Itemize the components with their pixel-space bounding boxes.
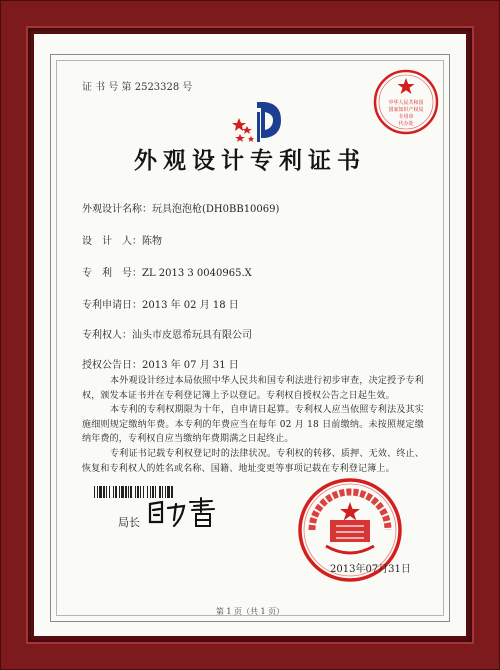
barcode-bar bbox=[97, 486, 98, 498]
field-patent-number bbox=[82, 264, 252, 279]
field-design-name bbox=[82, 200, 279, 215]
barcode-bar bbox=[113, 486, 114, 498]
agency-seal-icon bbox=[372, 68, 440, 136]
barcode-bar bbox=[115, 486, 117, 498]
barcode-bar bbox=[94, 486, 95, 498]
field-grant-date bbox=[82, 356, 239, 371]
barcode-bar bbox=[103, 486, 105, 498]
field-value: 2013 年 02 月 18 日 bbox=[142, 300, 239, 311]
barcode-bar bbox=[128, 486, 129, 498]
barcode-bar bbox=[125, 486, 127, 498]
svg-text:代办处: 代办处 bbox=[398, 121, 414, 127]
field-value: ZL 2013 3 0040965.X bbox=[142, 268, 252, 279]
barcode-bar bbox=[119, 486, 120, 498]
field-label: 专利申请日： bbox=[82, 300, 142, 311]
stamp-date: 2013年07月31日 bbox=[330, 564, 411, 575]
page-number: 第 1 页（共 1 页） bbox=[215, 607, 285, 616]
patent-office-logo-icon bbox=[231, 98, 287, 146]
field-value: 玩具泡泡枪(DH0BB10069) bbox=[152, 204, 280, 215]
barcode-bar bbox=[109, 486, 110, 498]
field-label: 外观设计名称： bbox=[82, 204, 152, 215]
director-label: 局长 bbox=[118, 516, 140, 529]
certificate-title: 外观设计专利证书 bbox=[134, 147, 366, 174]
barcode-bar bbox=[140, 486, 141, 498]
barcode-bar bbox=[137, 486, 139, 498]
barcode-bar bbox=[143, 486, 144, 498]
svg-text:中华人民共和国: 中华人民共和国 bbox=[388, 100, 424, 106]
field-designer bbox=[82, 232, 162, 247]
svg-text:专用章: 专用章 bbox=[398, 114, 414, 120]
body-paragraph: 本外观设计经过本局依照中华人民共和国专利法进行初步审查，决定授予专利权，颁发本证书并在专利登记簿上予以登记。专利权自授权公告之日起生效。 bbox=[82, 376, 424, 401]
field-label: 专利权人： bbox=[82, 330, 132, 341]
field-label: 专 利 号： bbox=[82, 268, 142, 279]
field-value: 汕头市皮恩希玩具有限公司 bbox=[132, 330, 252, 341]
certificate-body-text bbox=[82, 374, 424, 476]
barcode-bar bbox=[99, 486, 102, 498]
certificate-number: 证 书 号 第 2523328 号 bbox=[82, 82, 193, 93]
field-patentee bbox=[82, 326, 252, 341]
svg-text:国家知识产权局: 国家知识产权局 bbox=[388, 107, 424, 113]
body-paragraph: 本专利的专利权期限为十年，自申请日起算。专利权人应当依照专利法及其实施细则规定缴纳年费。本专利的年费应当在每年 02 月 18 日前缴纳。未按照规定缴纳年费的，专利权自应当缴纳年费期满之日起终止。 bbox=[82, 405, 424, 445]
field-label: 设 计 人： bbox=[82, 236, 142, 247]
field-label: 授权公告日： bbox=[82, 360, 142, 371]
barcode-bar bbox=[130, 486, 132, 498]
certificate-paper bbox=[34, 34, 466, 636]
director-signature bbox=[146, 496, 226, 530]
body-paragraph: 专利证书记载专利权登记时的法律状况。专利权的转移、质押、无效、终止、恢复和专利权人的姓名或名称、国籍、地址变更等事项记载在专利登记簿上。 bbox=[82, 448, 424, 474]
field-value: 2013 年 07 月 31 日 bbox=[142, 360, 239, 371]
field-filing-date bbox=[82, 296, 239, 311]
barcode-bar bbox=[135, 486, 136, 498]
barcode-bar bbox=[121, 486, 124, 498]
barcode-bar bbox=[106, 486, 107, 498]
field-value: 陈物 bbox=[142, 236, 162, 247]
